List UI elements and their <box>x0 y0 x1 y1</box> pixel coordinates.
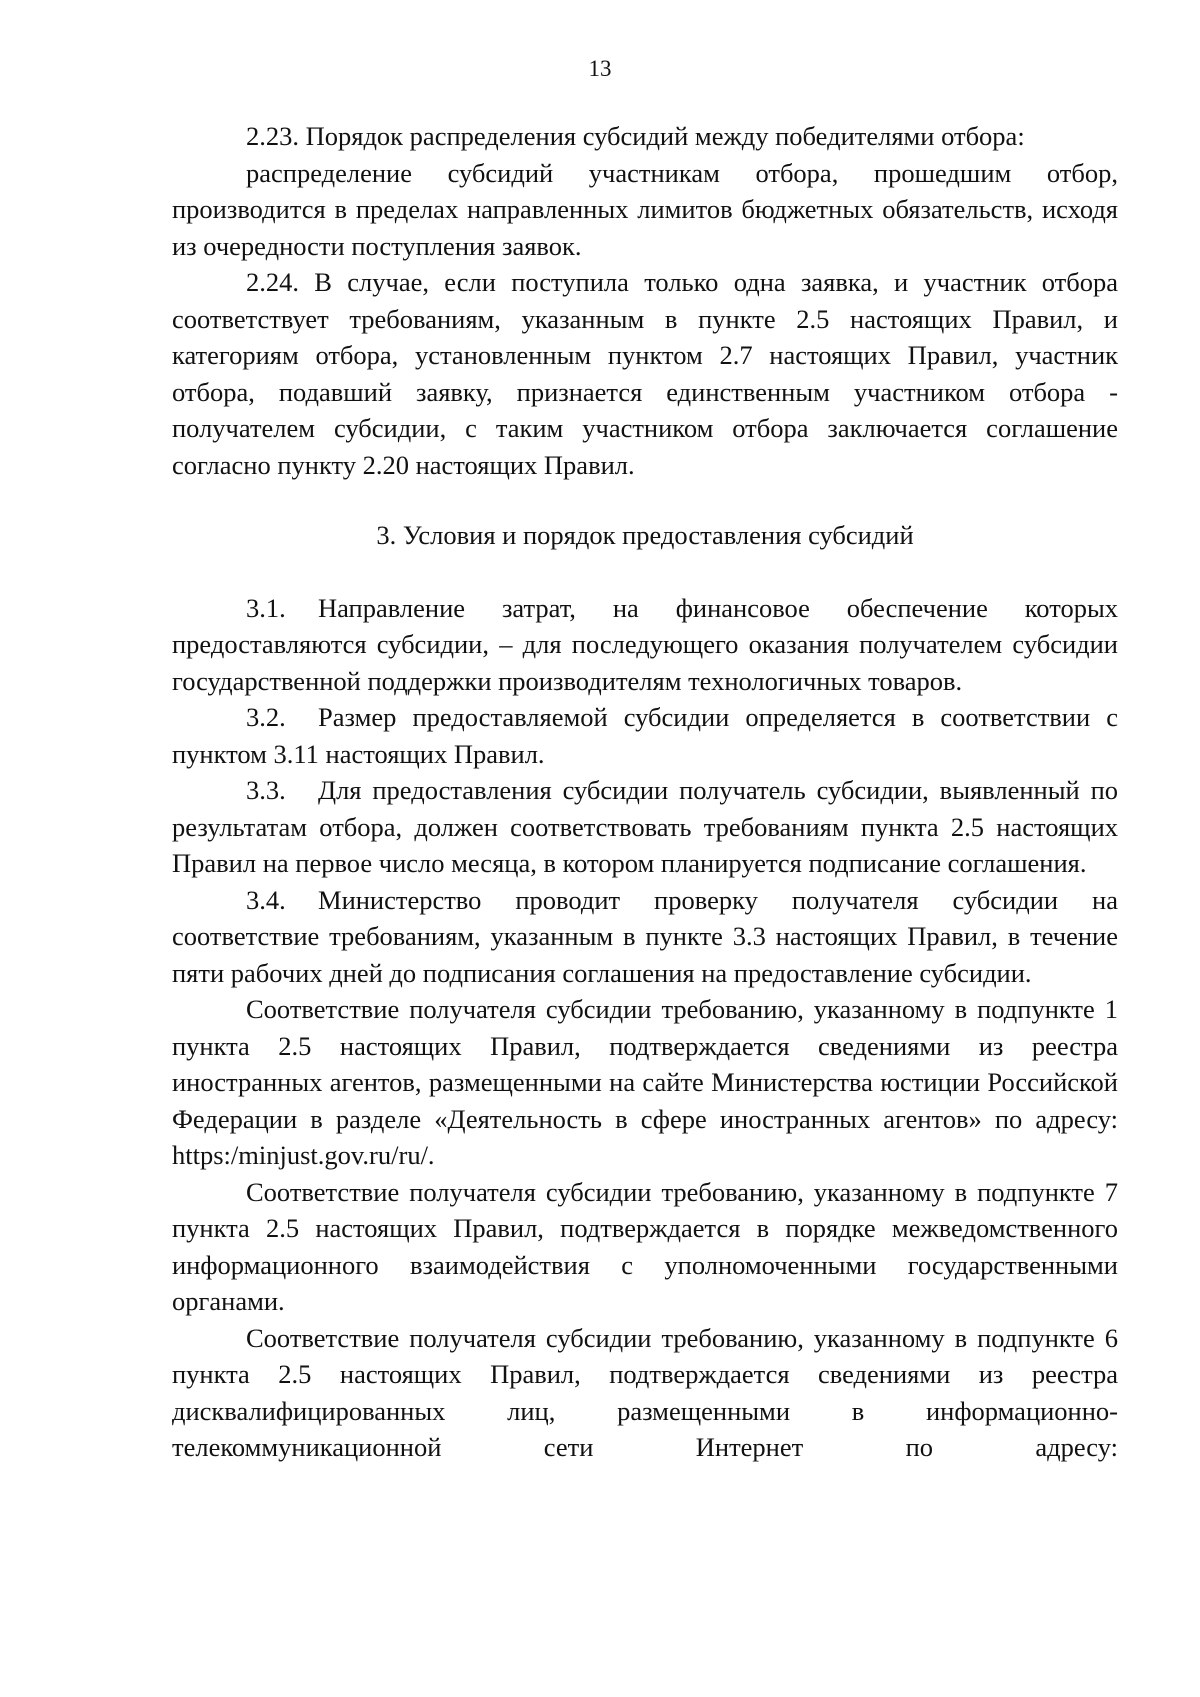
paragraph-3-1-number: 3.1. <box>246 592 286 623</box>
paragraph-3-3 <box>172 772 1118 882</box>
paragraph-compliance-subpoint-1: Соответствие получателя субсидии требованию, указанному в подпункте 1 пункта 2.5 настоящих Правил, подтверждается сведениями из реестра иностранных агентов, размещенными на сайте Министерства юстиции Российской Федерации в разделе «Деятельность в сфере иностранных агентов» по адресу: https:/minjust.gov.ru/ru/. <box>172 994 1118 1170</box>
paragraph-compliance-subpoint-7: Соответствие получателя субсидии требованию, указанному в подпункте 7 пункта 2.5 настоящих Правил, подтверждается в порядке межведомственного информационного взаимодействия с уполномоченными государственными органами. <box>172 1176 1118 1316</box>
paragraph-3-2-text: Размер предоставляемой субсидии определяется в соответствии с пунктом 3.11 настоящих Правил. <box>172 702 1118 769</box>
page-number: 13 <box>588 56 612 81</box>
paragraph-3-3-number: 3.3. <box>246 775 286 805</box>
paragraph-2-23-heading: 2.23. Порядок распределения субсидий между победителями отбора: <box>246 121 1025 151</box>
paragraph-2-24: 2.24. В случае, если поступила только одна заявка, и участник отбора соответствует требованиям, указанным в пункте 2.5 настоящих Правил, и категориям отбора, установленным пунктом 2.7 настоящих Правил, участник отбора, подавший заявку, признается единственным участником отбора - получателем субсидии, с таким участником отбора заключается соглашение согласно пункту 2.20 настоящих Правил. <box>172 267 1118 480</box>
paragraph-compliance-subpoint-6: Соответствие получателя субсидии требованию, указанному в подпункте 6 пункта 2.5 настоящих Правил, подтверждается сведениями из реестра дисквалифицированных лиц, размещенными в информационно-телекоммуникационной сети Интернет по адресу: <box>172 1322 1118 1462</box>
document-body <box>172 118 1118 1466</box>
paragraph-3-4 <box>172 882 1118 992</box>
paragraph-3-1 <box>172 590 1118 700</box>
paragraph-3-2-number: 3.2. <box>246 702 286 732</box>
paragraph-2-23-body: распределение субсидий участникам отбора, прошедшим отбор, производится в пределах направленных лимитов бюджетных обязательств, исходя из очередности поступления заявок. <box>172 157 1118 261</box>
paragraph-3-3-text: Для предоставления субсидии получатель субсидии, выявленный по результатам отбора, должен соответствовать требованиям пункта 2.5 настоящих Правил на первое число месяца, в котором планируется подписание соглашения. <box>172 775 1118 878</box>
paragraph-3-4-text: Министерство проводит проверку получателя субсидии на соответствие требованиям, указанным в пункте 3.3 настоящих Правил, в течение пяти рабочих дней до подписания соглашения на предоставление субсидии. <box>172 884 1118 988</box>
paragraph-3-2 <box>172 699 1118 772</box>
paragraph-3-1-text: Направление затрат, на финансовое обеспечение которых предоставляются субсидии, – для последующего оказания получателем субсидии государственной поддержки производителям технологичных товаров. <box>172 592 1118 696</box>
section-3-title: 3. Условия и порядок предоставления субсидий <box>376 520 914 550</box>
paragraph-3-4-number: 3.4. <box>246 884 286 915</box>
